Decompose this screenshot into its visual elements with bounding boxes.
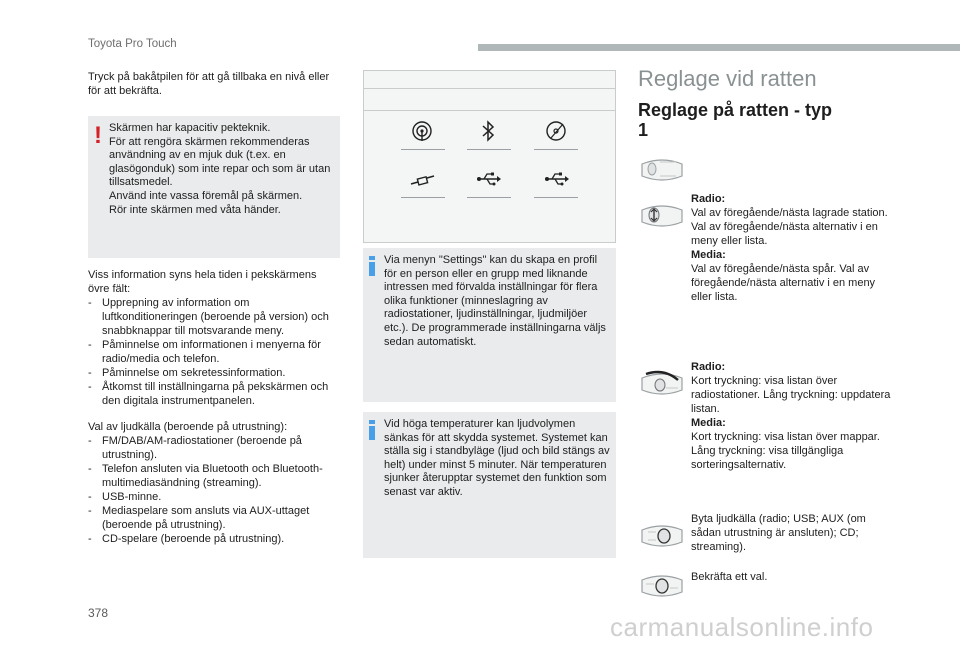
list-item: - CD-spelare (beroende på utrustning). xyxy=(88,532,340,546)
control-description: Byta ljudkälla (radio; USB; AUX (om sådan utrustning är ansluten); CD; streaming). xyxy=(691,513,866,553)
topbar-info-list xyxy=(88,296,340,408)
radio-icon xyxy=(408,119,436,143)
header-bar xyxy=(478,44,960,51)
steering-control-ok-icon xyxy=(638,572,686,598)
watermark: carmanualsonline.info xyxy=(610,612,874,642)
screen-divider xyxy=(401,197,445,198)
control-label: Radio: xyxy=(691,361,726,373)
list-item: - Mediaspelare som ansluts via AUX-uttaget (beroende på utrustning). xyxy=(88,504,340,532)
warning-text xyxy=(109,122,335,217)
control-description xyxy=(691,360,891,472)
source-screen-illustration xyxy=(363,70,616,243)
source-block xyxy=(88,420,340,546)
header-title: Toyota Pro Touch xyxy=(88,38,177,50)
screen-divider xyxy=(467,149,511,150)
control-label: Media: xyxy=(691,249,726,261)
info-icon xyxy=(369,426,375,440)
screen-row xyxy=(364,89,615,111)
section-title: Reglage vid ratten xyxy=(638,66,817,91)
intro-text: Tryck på bakåtpilen för att gå tillbaka en nivå eller för att bekräfta. xyxy=(88,71,330,97)
aux-icon xyxy=(408,167,436,191)
steering-control-source-icon xyxy=(638,522,686,548)
section-subtitle: Reglage på ratten - typ 1 xyxy=(638,100,833,140)
control-text: Kort tryckning: visa listan över mappar. Lång tryckning: visa tillgängliga sorteringsalternativ. xyxy=(691,431,880,471)
control-description: Bekräfta ett val. xyxy=(691,571,768,583)
screen-divider xyxy=(467,197,511,198)
list-item: - Upprepning av information om luftkonditioneringen (beroende på version) och snabbknappar till motsvarande meny. xyxy=(88,296,340,338)
list-item: - Åtkomst till inställningarna på pekskärmen och den digitala instrumentpanelen. xyxy=(88,380,340,408)
control-text: Val av föregående/nästa spår. Val av föregående/nästa alternativ i en meny eller lista. xyxy=(691,263,876,303)
source-list xyxy=(88,434,340,546)
screen-divider xyxy=(534,149,578,150)
cd-icon xyxy=(542,119,570,143)
info-icon xyxy=(369,262,375,276)
source-lead: Val av ljudkälla (beroende på utrustning): xyxy=(88,421,288,433)
steering-control-thumbwheel-icon xyxy=(638,370,686,396)
topbar-info-block xyxy=(88,268,340,408)
list-item: - Telefon ansluten via Bluetooth och Bluetooth-multimediasändning (streaming). xyxy=(88,462,340,490)
control-text: Kort tryckning: visa listan över radiostationer. Lång tryckning: uppdatera listan. xyxy=(691,375,891,415)
page-number: 378 xyxy=(88,606,109,620)
usb-icon xyxy=(474,167,502,191)
control-label: Media: xyxy=(691,417,726,429)
tip-settings-text: Via menyn "Settings" kan du skapa en profil för en person eller en grupp med liknande intressen med förvalda inställningar för flera olika funktioner (minneslagring av radiostationer, ljudinställningar, ljudmiljöer etc.). De programmerade inställningarna väljs sedan automatiskt. xyxy=(384,254,606,348)
usb-icon xyxy=(542,167,570,191)
list-item: - Påminnelse om informationen i menyerna för radio/media och telefon. xyxy=(88,338,340,366)
warning-line: Använd inte vassa föremål på skärmen. xyxy=(109,189,303,202)
list-item: - FM/DAB/AM-radiostationer (beroende på utrustning). xyxy=(88,434,340,462)
warning-line: För att rengöra skärmen rekommenderas användning av en mjuk duk (t.ex. en glasögonduk) som inte repar och som är utan tillsatsmedel. xyxy=(109,135,331,189)
list-item: - USB-minne. xyxy=(88,490,340,504)
warning-line: Skärmen har kapacitiv pekteknik. xyxy=(109,122,271,134)
screen-row xyxy=(364,71,615,89)
steering-control-arrows-icon xyxy=(638,202,686,228)
control-label: Radio: xyxy=(691,193,726,205)
tip-temperature-text: Vid höga temperaturer kan ljudvolymen sänkas för att skydda systemet. Systemet kan ställa sig i standbyläge (ljud och bild stängs av helt) under minst 5 minuter. När temperaturen sjunker återupptar systemet den funktion som senast var aktiv. xyxy=(384,418,610,498)
list-item: - Påminnelse om sekretessinformation. xyxy=(88,366,340,380)
control-description xyxy=(691,192,891,304)
steering-control-overview-icon xyxy=(638,156,686,182)
warning-line: Rör inte skärmen med våta händer. xyxy=(109,203,281,216)
bluetooth-icon xyxy=(474,119,502,143)
screen-divider xyxy=(401,149,445,150)
topbar-info-lead: Viss information syns hela tiden i pekskärmens övre fält: xyxy=(88,269,317,295)
screen-divider xyxy=(534,197,578,198)
screen-row xyxy=(364,111,615,113)
warning-icon: ! xyxy=(94,122,102,149)
control-text: Val av föregående/nästa lagrade station. Val av föregående/nästa alternativ i en meny eller lista. xyxy=(691,207,888,247)
